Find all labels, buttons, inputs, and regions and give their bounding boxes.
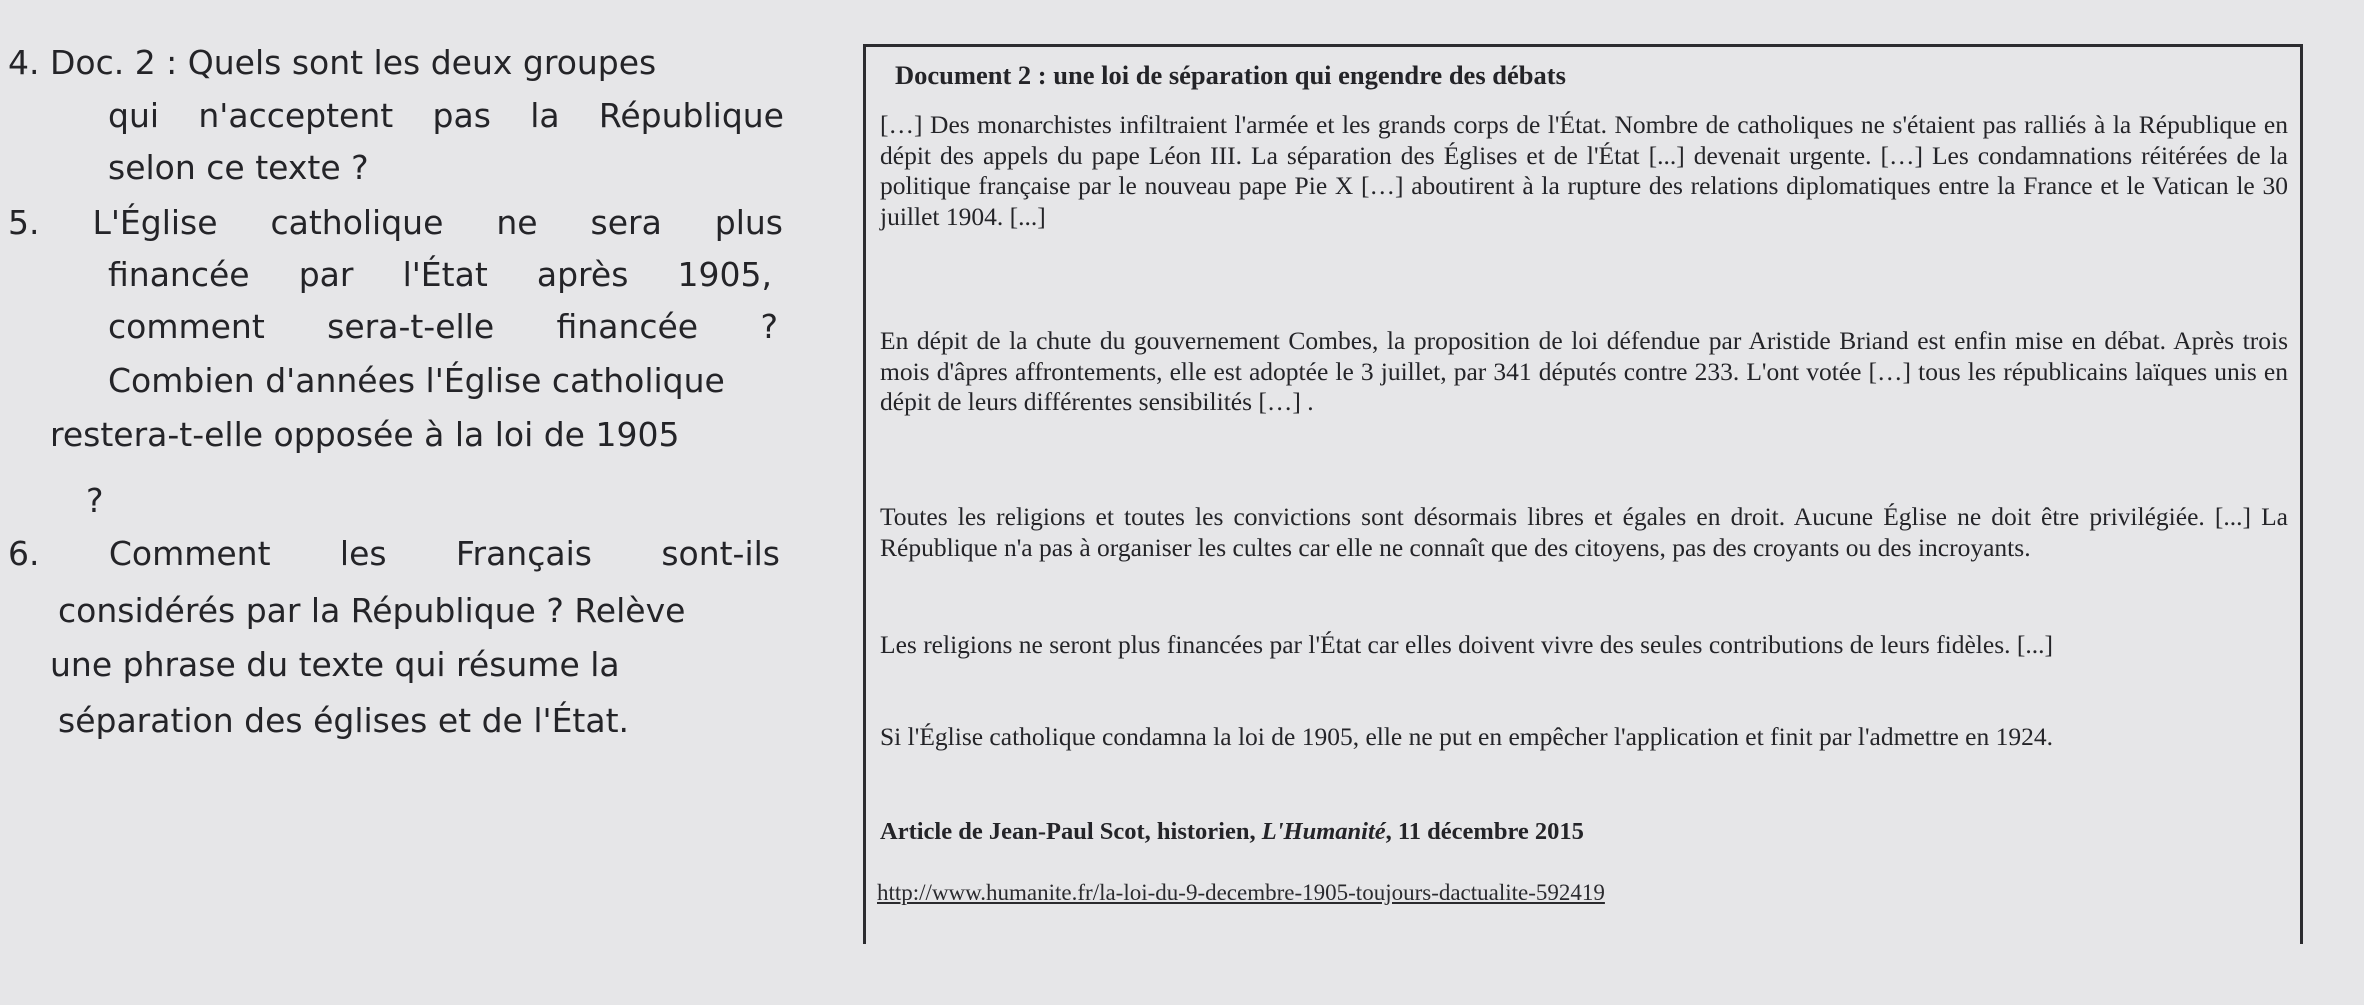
document-paragraph-1: […] Des monarchistes infiltraient l'armée et les grands corps de l'État. Nombre de catholiques ne s'étaient pas ralliés à la République en dépit des appels du pape Léon III. La séparation des Églises et de l'État [...] devenait urgente. […] Les condamnations réitérées de la politique française par le nouveau pape Pie X […] aboutirent à la rupture des relations diplomatiques entre la France et le Vatican le 30 juillet 1904. [...] — [880, 110, 2288, 231]
source-suffix: , 11 décembre 2015 — [1385, 818, 1584, 845]
document-title: Document 2 : une loi de séparation qui engendre des débats — [895, 60, 1566, 90]
question-6-line-2: considérés par la République ? Relève — [58, 591, 686, 630]
question-5-line-3: comment sera-t-elle financée ? — [108, 307, 778, 346]
question-6-line-3: une phrase du texte qui résume la — [50, 645, 620, 684]
question-4-line-2: qui n'acceptent pas la République — [108, 96, 784, 135]
source-prefix: Article de Jean-Paul Scot, historien, — [880, 818, 1262, 845]
question-5-line-1: 5. L'Église catholique ne sera plus — [8, 203, 783, 242]
question-4-line-3: selon ce texte ? — [108, 148, 369, 187]
document-paragraph-5: Si l'Église catholique condamna la loi de 1905, elle ne put en empêcher l'application et finit par l'admettre en 1924. — [880, 722, 2053, 751]
question-5-line-5: restera-t-elle opposée à la loi de 1905 — [50, 415, 680, 454]
question-5-line-2: financée par l'État après 1905, — [108, 255, 772, 294]
question-5-line-6: ? — [86, 481, 104, 520]
source-journal: L'Humanité — [1261, 818, 1386, 845]
question-6-line-4: séparation des églises et de l'État. — [58, 701, 630, 740]
document-source — [880, 818, 1584, 846]
questions-column — [0, 0, 800, 1005]
document-paragraph-4: Les religions ne seront plus financées par l'État car elles doivent vivre des seules contributions de leurs fidèles. [...] — [880, 630, 2053, 659]
question-5-line-4: Combien d'années l'Église catholique — [108, 361, 725, 400]
document-paragraph-2: En dépit de la chute du gouvernement Combes, la proposition de loi défendue par Aristide Briand est enfin mise en débat. Après trois mois d'âpres affrontements, elle est adoptée le 3 juillet, par 341 députés contre 233. L'ont votée […] tous les républicains laïques unis en dépit de leurs différentes sensibilités […] . — [880, 326, 2288, 416]
source-url-link[interactable]: http://www.humanite.fr/la-loi-du-9-decembre-1905-toujours-dactualite-592419 — [877, 880, 1605, 905]
document-paragraph-3: Toutes les religions et toutes les convictions sont désormais libres et égales en droit. Aucune Église ne doit être privilégiée. [...] La République n'a pas à organiser les cultes car elle ne connaît que des citoyens, pas des croyants ou des incroyants. — [880, 502, 2288, 562]
question-6-line-1: 6. Comment les Français sont-ils — [8, 534, 780, 573]
question-4-line-1: 4. Doc. 2 : Quels sont les deux groupes — [8, 43, 657, 82]
